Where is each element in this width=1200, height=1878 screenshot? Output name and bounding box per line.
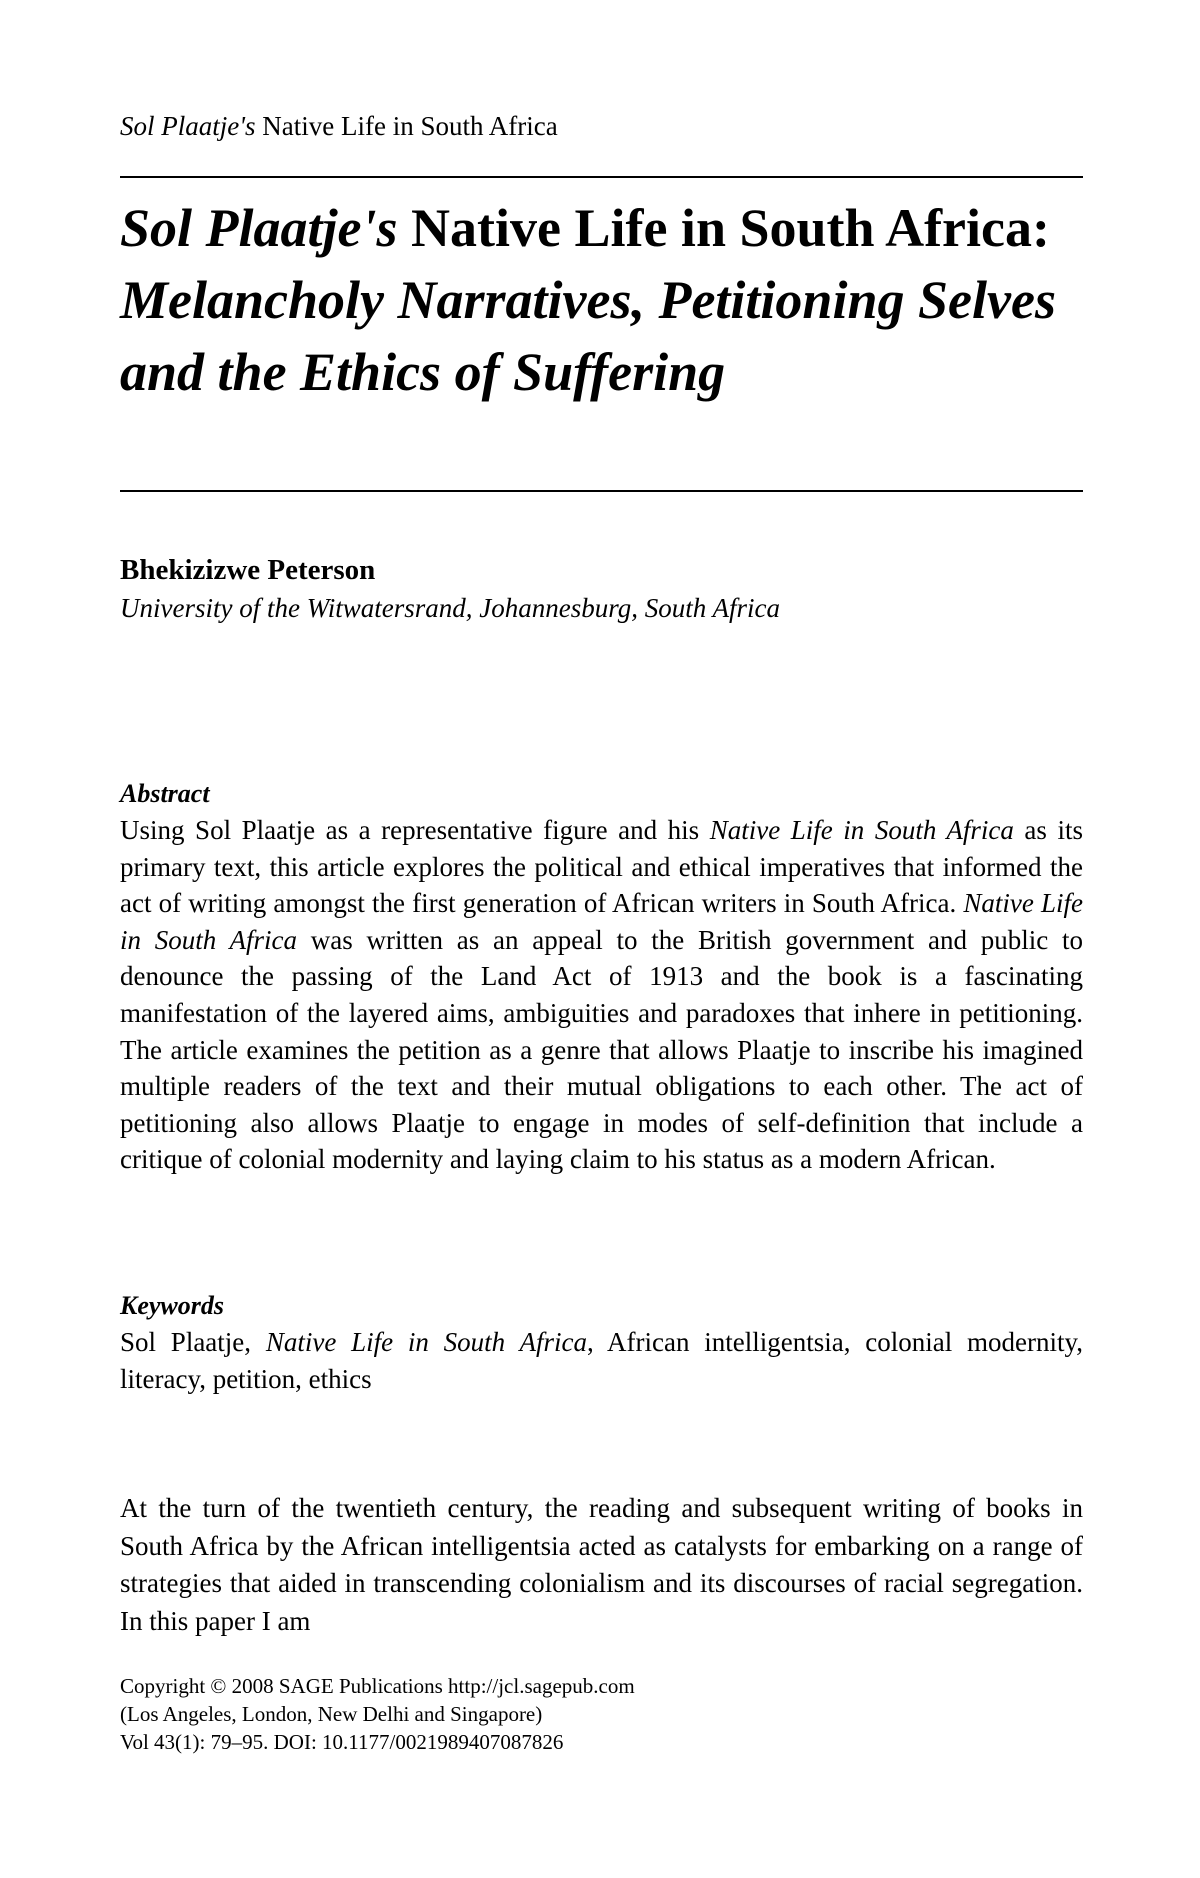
- keywords-text: [120, 1324, 1083, 1397]
- abstract-s2: Native Life in South Africa: [709, 815, 1014, 845]
- abstract-s1: Using Sol Plaatje as a representative figure and his: [120, 815, 710, 845]
- abstract-text: [120, 812, 1083, 1178]
- abstract-heading: Abstract: [120, 779, 210, 808]
- keywords-heading: Keywords: [120, 1291, 224, 1320]
- keywords-k2: Native Life in South Africa: [265, 1327, 587, 1357]
- abstract-s4: Native Life in South Africa: [120, 888, 1083, 955]
- running-head-italic: Sol Plaatje's: [120, 111, 256, 141]
- body-paragraph: At the turn of the twentieth century, the reading and subsequent writing of books in South Africa by the African intelligentsia acted as catalysts for embarking on a range of strategies that aided in transcending colonialism and its discourses of racial segregation. In this paper I am: [120, 1493, 1083, 1636]
- running-head-rest: Native Life in South Africa: [262, 111, 558, 141]
- running-head: [120, 110, 558, 142]
- title-italic-subtitle: Melancholy Narratives, Petitioning Selves and the Ethics of Suffering: [120, 270, 1056, 402]
- abstract-s5: was written as an appeal to the British government and public to denounce the passing of the Land Act of 1913 and the book is a fascinating manifestation of the layered aims, ambiguities and paradoxes that inhere in petitioning. The article examines the petition as a genre that allows Plaatje to inscribe his imagined multiple readers of the text and their mutual obligations to each other. The act of petitioning also allows Plaatje to engage in modes of self-definition that include a critique of colonial modernity and laying claim to his status as a modern African.: [120, 924, 1083, 1175]
- author-affiliation: University of the Witwatersrand, Johannesburg, South Africa: [120, 593, 780, 623]
- author-name: Bhekizizwe Peterson: [120, 554, 376, 586]
- title-rule-bottom: [120, 490, 1083, 492]
- title-rule-top: [120, 176, 1083, 178]
- article-title: [120, 192, 1083, 408]
- copyright-footer: [120, 1672, 1083, 1756]
- keywords-k3: , African intelligentsia, colonial modernity, literacy, petition, ethics: [120, 1327, 1083, 1394]
- footer-citation: Vol 43(1): 79–95. DOI: 10.1177/0021989407087826: [120, 1730, 564, 1754]
- body-section: [120, 1490, 1083, 1640]
- footer-copyright: Copyright © 2008 SAGE Publications http://jcl.sagepub.com: [120, 1674, 635, 1698]
- abstract-section: [120, 776, 1083, 1178]
- title-roman: Native Life in South Africa:: [397, 198, 1050, 258]
- footer-locations: (Los Angeles, London, New Delhi and Singapore): [120, 1702, 543, 1726]
- abstract-s3: as its primary text, this article explores the political and ethical imperatives that informed the act of writing amongst the first generation of African writers in South Africa.: [120, 815, 1083, 919]
- title-italic-name: Sol Plaatje's: [120, 198, 398, 258]
- keywords-k1: Sol Plaatje,: [120, 1327, 266, 1357]
- keywords-section: [120, 1288, 1083, 1397]
